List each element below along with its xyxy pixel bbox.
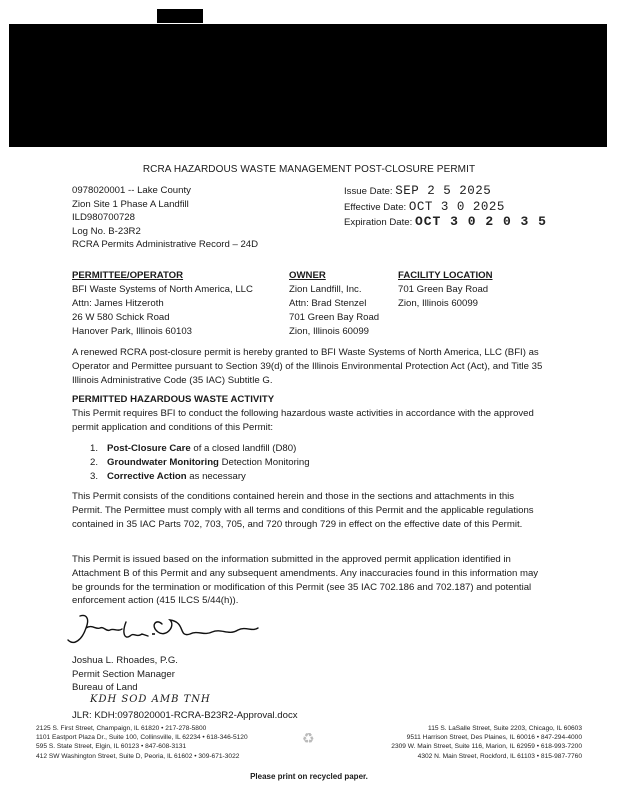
permit-identifiers	[72, 184, 258, 252]
recycle-icon: ♻	[302, 730, 315, 746]
list-item-text: Detection Monitoring	[218, 456, 310, 468]
signature	[66, 610, 266, 657]
permit-dates	[344, 184, 547, 231]
office-addresses-right	[391, 724, 582, 761]
recycled-paper-note: Please print on recycled paper.	[250, 772, 368, 781]
list-item-bold: Post-Closure Care	[107, 443, 191, 454]
list-number: 3.	[90, 470, 99, 482]
basis-paragraph	[72, 553, 544, 608]
owner-line: Attn: Brad Stenzel	[289, 297, 367, 309]
effective-date-label: Effective Date:	[344, 201, 407, 213]
issue-date-row	[344, 184, 547, 200]
facility-block	[398, 269, 493, 311]
owner-line: 701 Green Bay Road	[289, 311, 380, 323]
redaction-block-letterhead	[9, 24, 607, 147]
list-item	[90, 442, 310, 456]
permittee-line: BFI Waste Systems of North America, LLC	[72, 283, 253, 295]
epa-id-line: ILD980700728	[72, 212, 135, 224]
intro-text: A renewed RCRA post-closure permit is hereby granted to BFI Waste Systems of North America, LLC (BFI) as Operator and Permittee pursuant to Section 39(d) of the Illinois Environmental Protection Act (Act), and Title 35 Illinois Administrative Code (35 IAC) Subtitle G.	[72, 347, 543, 386]
site-id-line: 0978020001 -- Lake County	[72, 185, 191, 196]
address-line: 2125 S. First Street, Champaign, IL 61820 • 217-278-5800	[36, 725, 207, 732]
activity-lead: This Permit requires BFI to conduct the following hazardous waste activities in accordance with the approved permit application and conditions of this Permit:	[72, 407, 534, 433]
list-item-bold: Groundwater Monitoring	[107, 456, 219, 468]
owner-heading: OWNER	[289, 270, 326, 281]
site-name-line: Zion Site 1 Phase A Landfill	[72, 198, 189, 210]
office-addresses-left	[36, 724, 248, 761]
list-number: 1.	[90, 443, 99, 454]
permit-title: RCRA HAZARDOUS WASTE MANAGEMENT POST-CLOSURE PERMIT	[142, 164, 476, 175]
list-item-text: as necessary	[186, 470, 246, 482]
owner-block	[289, 269, 379, 339]
reference-line: JLR: KDH:0978020001-RCRA-B23R2-Approval.docx	[72, 710, 298, 721]
log-number-line: Log No. B-23R2	[72, 225, 141, 237]
handwritten-initials: KDH SOD AMB TNH	[90, 694, 211, 705]
address-line: 2309 W. Main Street, Suite 116, Marion, IL 62959 • 618-993-7200	[391, 743, 582, 751]
admin-record-line: RCRA Permits Administrative Record – 24D	[72, 239, 259, 251]
effective-date-stamp: OCT 3 0 2025	[408, 199, 505, 214]
facility-line: 701 Green Bay Road	[398, 283, 489, 295]
address-line: 1101 Eastport Plaza Dr., Suite 100, Collinsville, IL 62234 • 618-346-5120	[36, 734, 248, 742]
list-number: 2.	[90, 456, 99, 468]
address-line: 4302 N. Main Street, Rockford, IL 61103 • 815-987-7760	[417, 752, 582, 760]
issue-date-label: Issue Date:	[344, 186, 393, 197]
facility-heading: FACILITY LOCATION	[398, 270, 493, 281]
owner-line: Zion Landfill, Inc.	[289, 283, 362, 295]
list-item	[90, 456, 310, 470]
signer-bureau: Bureau of Land	[72, 682, 138, 694]
facility-line: Zion, Illinois 60099	[398, 297, 478, 309]
permittee-line: 26 W 580 Schick Road	[72, 311, 170, 323]
address-line: 9511 Harrison Street, Des Plaines, IL 60016 • 847-294-4000	[406, 734, 582, 742]
address-line: 595 S. State Street, Elgin, IL 60123 • 847-608-3131	[36, 743, 187, 751]
address-line: 412 SW Washington Street, Suite D, Peoria, IL 61602 • 309-671-3022	[36, 752, 240, 760]
list-item-bold: Corrective Action	[107, 470, 187, 482]
expiration-date-row	[344, 215, 547, 231]
expiration-date-stamp: OCT 3 0 2 0 3 5	[414, 214, 547, 229]
signer-block	[72, 654, 178, 695]
signer-title: Permit Section Manager	[72, 668, 175, 680]
permittee-block	[72, 269, 253, 339]
permittee-line: Hanover Park, Illinois 60103	[72, 325, 192, 337]
permittee-heading: PERMITTEE/OPERATOR	[72, 270, 184, 281]
activity-list	[90, 442, 310, 484]
list-item	[90, 470, 310, 484]
conditions-text: This Permit consists of the conditions contained herein and those in the sections and attachments in this Permit. The Permittee must comply with all terms and conditions of this Permit and the applicable regulations contained in 35 IAC Parts 702, 703, 705, and 720 through 729 in effect on the effective date of this Permit.	[72, 491, 534, 530]
redaction-block-top	[157, 9, 203, 23]
activity-heading: PERMITTED HAZARDOUS WASTE ACTIVITY	[72, 394, 275, 405]
intro-paragraph	[72, 346, 544, 387]
effective-date-row	[344, 200, 547, 216]
issue-date-stamp: SEP 2 5 2025	[395, 184, 492, 198]
basis-text: This Permit is issued based on the information submitted in the approved permit application identified in Attachment B of this Permit and any subsequent amendments. Any inaccuracies found in this information may be grounds for the termination or modification of this Permit (see 35 IAC 702.186 and 702.187) and potential enforcement action (415 ILCS 5/44(h)).	[72, 554, 539, 607]
activity-section	[72, 393, 544, 434]
address-line: 115 S. LaSalle Street, Suite 2203, Chicago, IL 60603	[428, 725, 582, 732]
owner-line: Zion, Illinois 60099	[289, 325, 369, 337]
handwritten-signature-icon	[66, 610, 266, 652]
expiration-date-label: Expiration Date:	[344, 217, 413, 228]
permittee-line: Attn: James Hitzeroth	[72, 297, 164, 309]
list-item-text: of a closed landfill (D80)	[190, 443, 297, 454]
signer-name: Joshua L. Rhoades, P.G.	[72, 655, 178, 666]
conditions-paragraph	[72, 490, 544, 531]
